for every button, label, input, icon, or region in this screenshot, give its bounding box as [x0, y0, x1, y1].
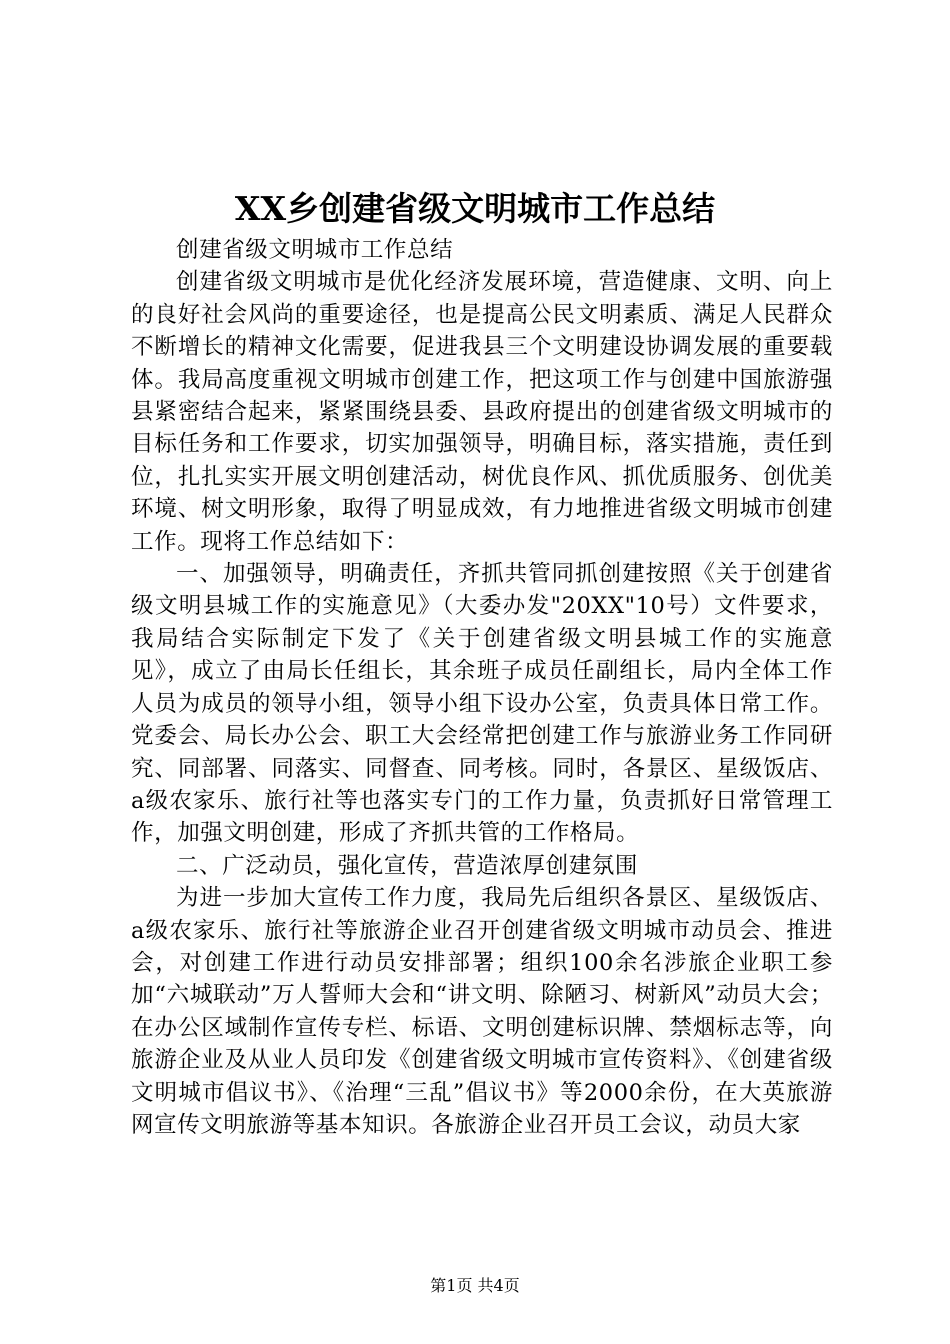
paragraph-section-2-heading: 二、广泛动员，强化宣传，营造浓厚创建氛围 — [176, 852, 639, 879]
paragraph-section-1: 一、加强领导，明确责任，齐抓共管同抓创建按照《关于创建省级文明县城工作的实施意见》（大委办发"20XX"10号）文件要求，我局结合实际制定下发了《关于创建省级文明县城工作的实施意见》，成立了由局长任组长，其余班子成员任副组长，局内全体工作人员为成员的领导小组，领导小组下设办公室，负责具体日常工作。党委会、局长办公会、职工大会经常把创建工作与旅游业务工作同研究、同部署、同落实、同督查、同考核。同时，各景区、星级饭店、a级农家乐、旅行社等也落实专门的工作力量，负责抓好日常管理工作，加强文明创建，形成了齐抓共管的工作格局。 — [131, 561, 833, 847]
paragraph-intro: 创建省级文明城市是优化经济发展环境，营造健康、文明、向上的良好社会风尚的重要途径，也是提高公民文明素质、满足人民群众不断增长的精神文化需要，促进我县三个文明建设协调发展的重要载体。我局高度重视文明城市创建工作，把这项工作与创建中国旅游强县紧密结合起来，紧紧围绕县委、县政府提出的创建省级文明城市的目标任务和工作要求，切实加强领导，明确目标，落实措施，责任到位，扎扎实实开展文明创建活动，树优良作风、抓优质服务、创优美环境、树文明形象，取得了明显成效，有力地推进省级文明城市创建工作。现将工作总结如下： — [131, 269, 833, 555]
document-title: XX乡创建省级文明城市工作总结 — [234, 189, 716, 228]
paragraph-subtitle: 创建省级文明城市工作总结 — [176, 237, 454, 263]
paragraph-section-2-body: 为进一步加大宣传工作力度，我局先后组织各景区、星级饭店、a级农家乐、旅行社等旅游企业召开创建省级文明城市动员会、推进会，对创建工作进行动员安排部署；组织100余名涉旅企业职工参加“六城联动”万人誓师大会和“讲文明、除陋习、树新风”动员大会；在办公区域制作宣传专栏、标语、文明创建标识牌、禁烟标志等，向旅游企业及从业人员印发《创建省级文明城市宣传资料》、《创建省级文明城市倡议书》、《治理“三乱”倡议书》等2000余份，在大英旅游网宣传文明旅游等基本知识。各旅游企业召开员工会议，动员大家 — [131, 885, 833, 1138]
page-footer: 第1页 共4页 — [430, 1276, 520, 1295]
document-body — [131, 234, 833, 1141]
